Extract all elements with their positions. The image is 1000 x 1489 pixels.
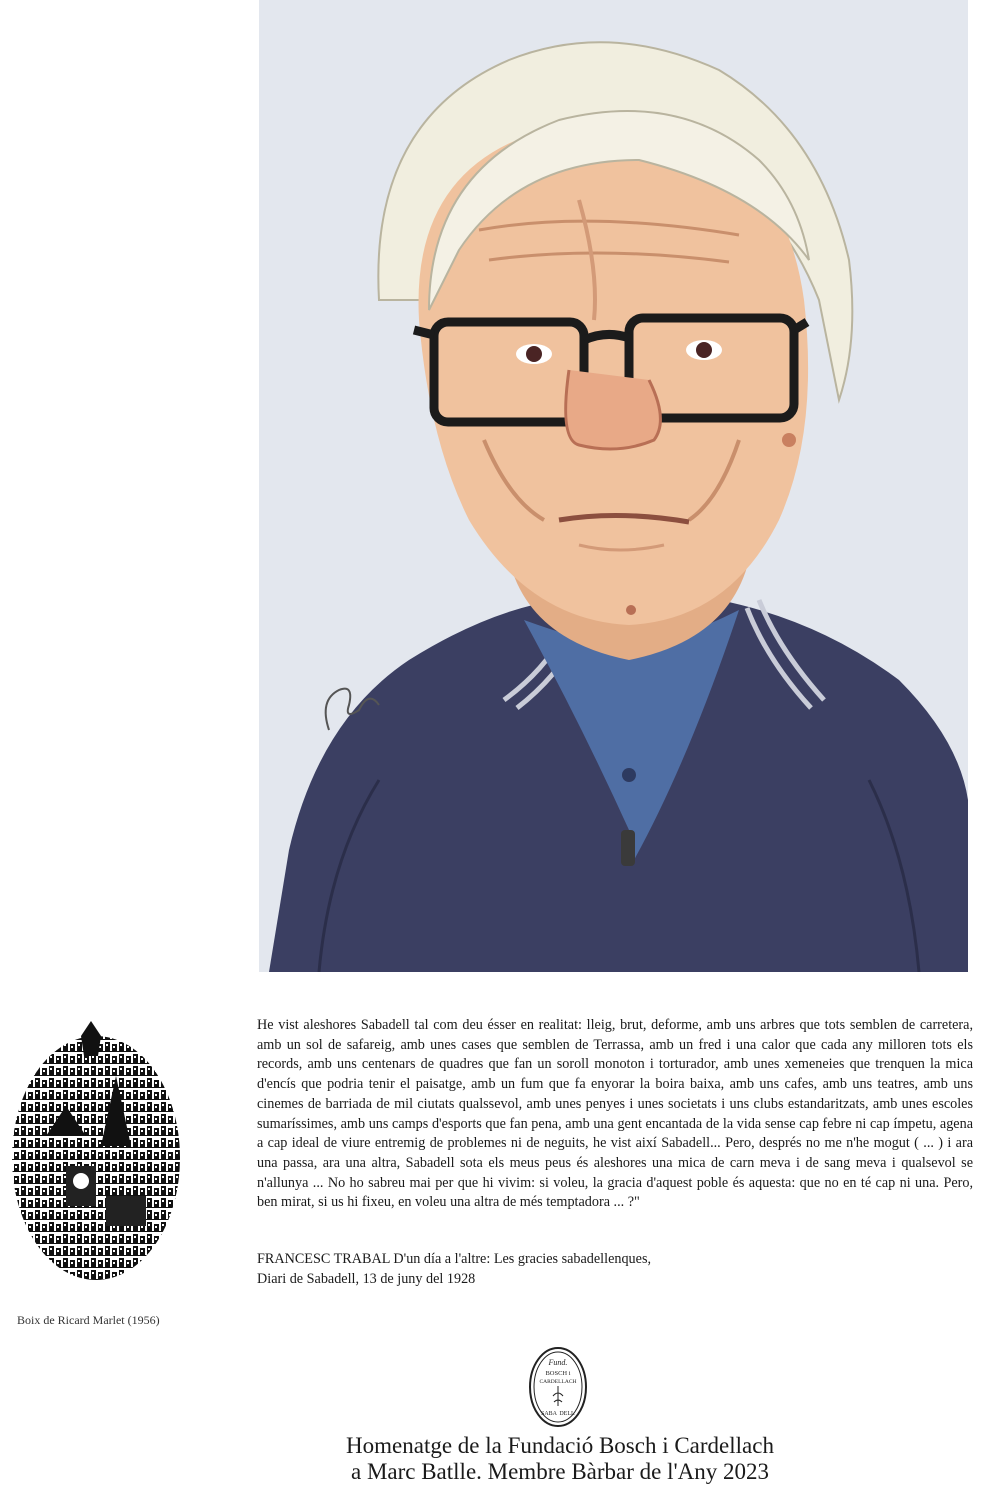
- homage-line-1: Homenatge de la Fundació Bosch i Cardellach: [346, 1433, 774, 1458]
- woodcut-illustration: [6, 1016, 184, 1284]
- homage-line-2: a Marc Batlle. Membre Bàrbar de l'Any 2023: [350, 1459, 769, 1484]
- seal-line-2: BOSCH i: [545, 1370, 571, 1377]
- seal-line-3: CARDELLACH: [539, 1379, 577, 1385]
- seal-line-1: Fund.: [548, 1358, 568, 1367]
- citation: [257, 1250, 973, 1289]
- citation-line-1: FRANCESC TRABAL D'un día a l'altre: Les gracies sabadellenques,: [257, 1251, 652, 1267]
- homage-title: [200, 1433, 920, 1485]
- citation-line-2: Diari de Sabadell, 13 de juny del 1928: [257, 1270, 476, 1287]
- seal-line-4: SABA: [540, 1411, 558, 1417]
- caricature-portrait: [259, 0, 968, 972]
- woodcut-caption: Boix de Ricard Marlet (1956): [17, 1313, 160, 1327]
- seal-line-5: DELL: [559, 1411, 575, 1417]
- quote-text: He vist aleshores Sabadell tal com deu ésser en realitat: lleig, brut, deforme, amb uns arbres que tots semblen de carretera, amb un sol de safareig, amb unes cases que semblen de Terrassa, amb un fred i una calor que cada any milloren tots els records, amb uns centenars de quadres que fan un soroll monoton i torturador, amb unes xemeneies que trenquen la mica d'encís que podria tenir el paisatge, amb un fum que fa enyorar la boira baixa, amb uns cafes, amb uns teatres, amb uns cinemes de barriada de mil ciutats qualssevol, amb unes penyes i unes societats i uns clubs estandaritzats, amb unes escoles sumaríssimes, amb uns camps d'esports que fan pena, amb una gent encantada de la vida sense cap febre ni cap ímpetu, agena a cap ideal de viure entremig de problemes ni de neguits, he vist així Sabadell... Pero, després no me n'he mogut ( ... ) i ara una passa, ara una altra, Sabadell sota els meus peus és aleshores una mica de carn meva i de sang meva i qualsevol se n'allunya ... No ho sabreu mai per que hi vivim: si voleu, la gracia d'aquest poble és aquesta: que no en té cap ni una. Pero, ben mirat, si us hi fixeu, en voleu una altra de més temptadora ... ?": [257, 1017, 973, 1211]
- foundation-seal-logo: [528, 1346, 588, 1428]
